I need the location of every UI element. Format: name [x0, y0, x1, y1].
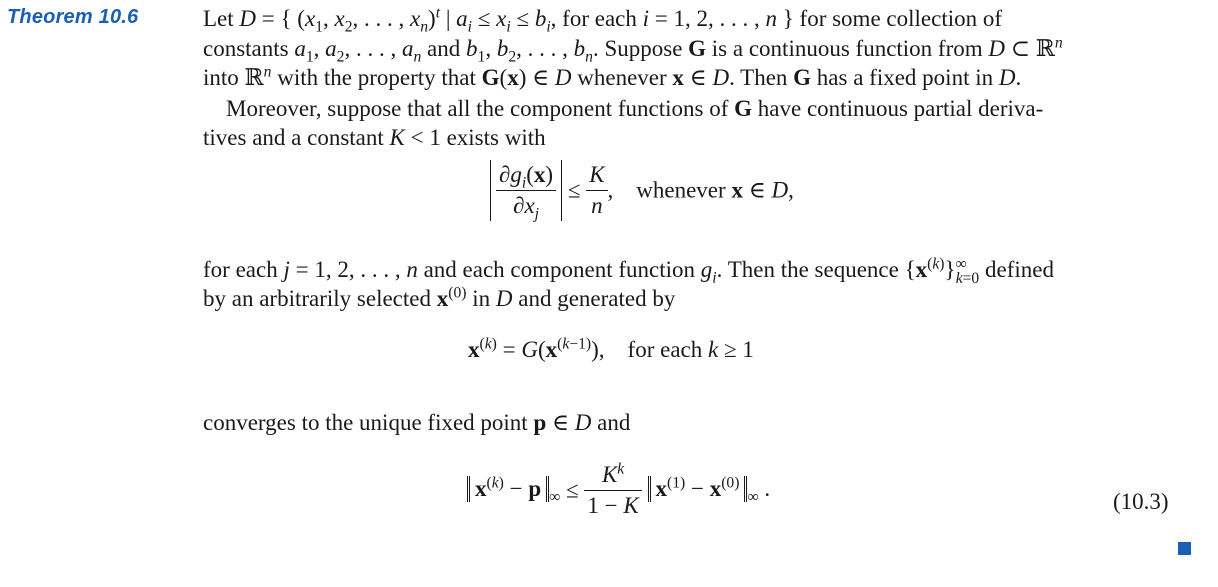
absolute-value: $\frac{\partial g_i(x)}{\partial x_j}$	[490, 160, 562, 221]
statement-line-8: converges to the unique fixed point p ∈ D and	[203, 410, 631, 435]
statement-line-4: Moreover, suppose that all the component functions of G have continuous partial deriva-	[226, 96, 1044, 121]
statement-line-7: by an arbitrarily selected $x^{(0)}$ in D and generated by	[203, 284, 676, 311]
statement-line-2: constants $a_1$, $a_2$, . . . , $a_n$ and $b_1$, $b_2$, . . . , $b_n$. Suppose G is a continuous function from D ⊂ ℝ$^n$	[203, 34, 1063, 66]
statement-line-1: Let D = { ($x_1$, $x_2$, . . . , $x_n)^t$ | $a_i \le x_i \le b_i$, for each i = 1, 2, . . . , n } for some collection of	[203, 4, 1003, 36]
statement-line-3: into ℝ$^n$ with the property that G(x) ∈ D whenever x ∈ D. Then G has a fixed point in D.	[203, 63, 1022, 90]
statement-line-6: for each j = 1, 2, . . . , n and each component function $g_i$. Then the sequence $\{x^{(k)}\}^\infty_{k=0}$ defined	[203, 255, 1054, 287]
statement-line-5: tives and a constant K < 1 exists with	[203, 125, 546, 150]
theorem-label: Theorem 10.6	[7, 6, 139, 28]
error-bound: $x^{(k)} - p$ $_\infty$ ≤ $\frac{K^k}{1 - K}$ $x^{(1)} - x^{(0)}_\infty$ .	[467, 460, 770, 521]
partial-derivative-bound: $\frac{\partial g_i(x)}{\partial x_j}$ ≤ $\frac{K}{n}$ , whenever x ∈ D,	[490, 160, 794, 221]
iteration-formula: $x^{(k)} = G(x^{(k-1)})$, for each k ≥ 1	[468, 335, 754, 362]
end-of-theorem-mark	[1178, 542, 1191, 555]
equation-number: (10.3)	[1113, 489, 1169, 514]
